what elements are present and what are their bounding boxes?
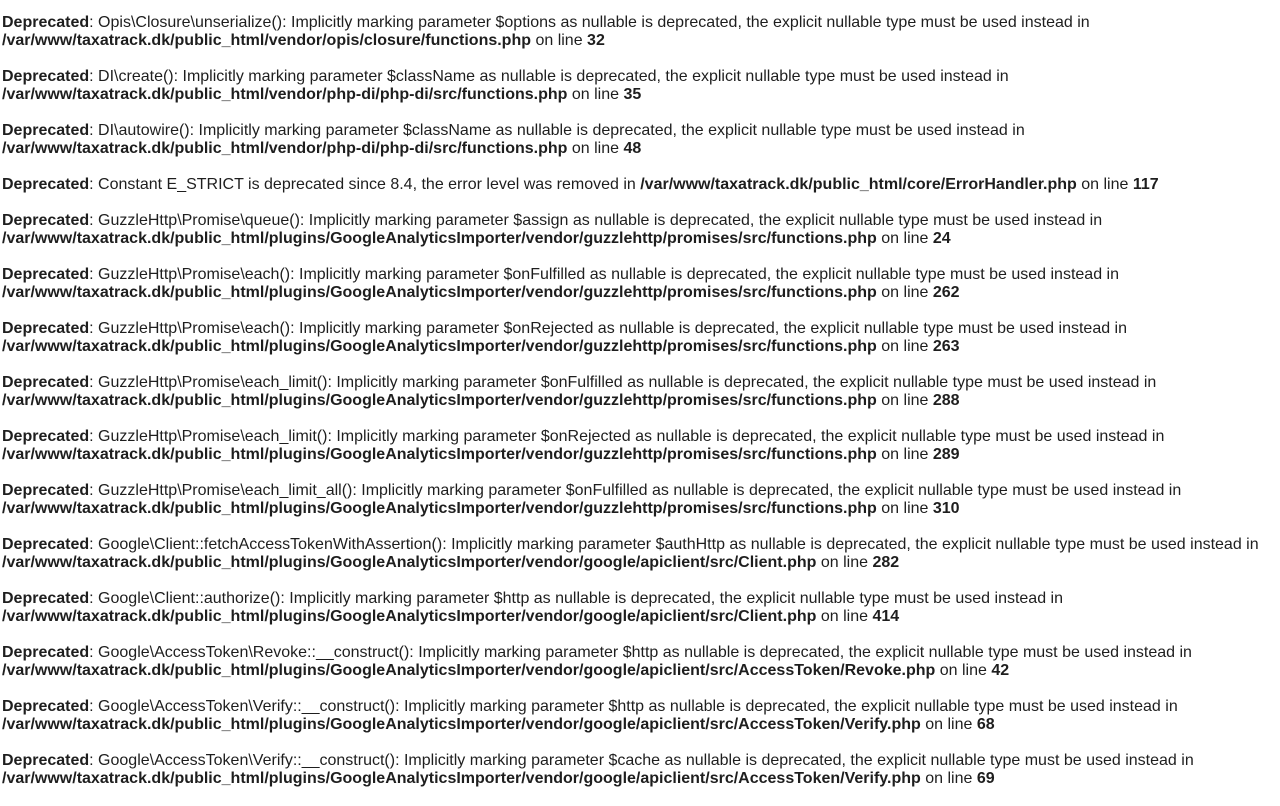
error-line-number: 282 bbox=[872, 554, 900, 571]
error-file-path: /var/www/taxatrack.dk/public_html/vendor/opis/closure/functions.php bbox=[2, 32, 531, 49]
error-on-line-text: on line bbox=[876, 284, 933, 301]
error-file-path: /var/www/taxatrack.dk/public_html/plugins/GoogleAnalyticsImporter/vendor/google/apiclient/src/Client.php bbox=[2, 554, 817, 571]
error-on-line-text: on line bbox=[876, 392, 933, 409]
error-entry bbox=[2, 374, 1278, 410]
error-line-number: 35 bbox=[623, 86, 642, 103]
error-entry bbox=[2, 428, 1278, 464]
error-on-line-text: on line bbox=[876, 338, 933, 355]
error-message-text: : Google\AccessToken\Revoke::__construct(): Implicitly marking parameter $http as nullable is deprecated, the explicit nullable type must be used instead in bbox=[89, 644, 1192, 661]
error-entry bbox=[2, 266, 1278, 302]
error-on-line-text: on line bbox=[876, 230, 933, 247]
error-entry bbox=[2, 176, 1278, 194]
error-line-number: 69 bbox=[976, 770, 995, 787]
error-message-text: : GuzzleHttp\Promise\queue(): Implicitly marking parameter $assign as nullable is deprecated, the explicit nullable type must be used instead in bbox=[89, 212, 1103, 229]
error-severity-label: Deprecated bbox=[2, 212, 90, 229]
error-severity-label: Deprecated bbox=[2, 68, 90, 85]
error-entry bbox=[2, 698, 1278, 734]
error-file-path: /var/www/taxatrack.dk/public_html/vendor/php-di/php-di/src/functions.php bbox=[2, 86, 568, 103]
error-severity-label: Deprecated bbox=[2, 266, 90, 283]
error-line-number: 289 bbox=[932, 446, 960, 463]
error-severity-label: Deprecated bbox=[2, 590, 90, 607]
error-severity-label: Deprecated bbox=[2, 482, 90, 499]
error-on-line-text: on line bbox=[920, 770, 977, 787]
error-entry bbox=[2, 212, 1278, 248]
error-file-path: /var/www/taxatrack.dk/public_html/plugins/GoogleAnalyticsImporter/vendor/google/apiclient/src/AccessToken/Verify.php bbox=[2, 716, 921, 733]
error-file-path: /var/www/taxatrack.dk/public_html/core/ErrorHandler.php bbox=[640, 176, 1077, 193]
error-message-text: : DI\create(): Implicitly marking parameter $className as nullable is deprecated, the explicit nullable type must be used instead in bbox=[89, 68, 1009, 85]
error-message-text: : Google\AccessToken\Verify::__construct(): Implicitly marking parameter $http as nullable is deprecated, the explicit nullable type must be used instead in bbox=[89, 698, 1178, 715]
error-message-text: : GuzzleHttp\Promise\each_limit(): Implicitly marking parameter $onFulfilled as nullable is deprecated, the explicit nullable type must be used instead in bbox=[89, 374, 1157, 391]
error-file-path: /var/www/taxatrack.dk/public_html/plugins/GoogleAnalyticsImporter/vendor/google/apiclient/src/AccessToken/Revoke.php bbox=[2, 662, 936, 679]
error-entry bbox=[2, 752, 1278, 788]
error-entry bbox=[2, 14, 1278, 50]
error-on-line-text: on line bbox=[816, 608, 873, 625]
error-file-path: /var/www/taxatrack.dk/public_html/plugins/GoogleAnalyticsImporter/vendor/guzzlehttp/promises/src/functions.php bbox=[2, 446, 877, 463]
error-line-number: 414 bbox=[872, 608, 900, 625]
error-message-text: : Google\AccessToken\Verify::__construct(): Implicitly marking parameter $cache as nullable is deprecated, the explicit nullable type must be used instead in bbox=[89, 752, 1194, 769]
error-on-line-text: on line bbox=[531, 32, 588, 49]
error-on-line-text: on line bbox=[567, 140, 624, 157]
error-severity-label: Deprecated bbox=[2, 536, 90, 553]
error-line-number: 117 bbox=[1132, 176, 1159, 193]
error-message-text: : Constant E_STRICT is deprecated since 8.4, the error level was removed in bbox=[89, 176, 641, 193]
error-entry bbox=[2, 644, 1278, 680]
error-message-text: : GuzzleHttp\Promise\each(): Implicitly marking parameter $onFulfilled as nullable is deprecated, the explicit nullable type must be used instead in bbox=[89, 266, 1119, 283]
error-line-number: 310 bbox=[932, 500, 960, 517]
error-file-path: /var/www/taxatrack.dk/public_html/plugins/GoogleAnalyticsImporter/vendor/guzzlehttp/promises/src/functions.php bbox=[2, 338, 877, 355]
error-severity-label: Deprecated bbox=[2, 320, 90, 337]
error-file-path: /var/www/taxatrack.dk/public_html/plugins/GoogleAnalyticsImporter/vendor/google/apiclient/src/Client.php bbox=[2, 608, 817, 625]
error-entry bbox=[2, 482, 1278, 518]
error-line-number: 48 bbox=[623, 140, 642, 157]
error-line-number: 68 bbox=[976, 716, 995, 733]
error-severity-label: Deprecated bbox=[2, 698, 90, 715]
error-file-path: /var/www/taxatrack.dk/public_html/plugins/GoogleAnalyticsImporter/vendor/guzzlehttp/promises/src/functions.php bbox=[2, 392, 877, 409]
error-entry bbox=[2, 68, 1278, 104]
error-message-text: : Google\Client::authorize(): Implicitly marking parameter $http as nullable is deprecated, the explicit nullable type must be used instead in bbox=[89, 590, 1063, 607]
error-message-text: : GuzzleHttp\Promise\each_limit(): Implicitly marking parameter $onRejected as nullable is deprecated, the explicit nullable type must be used instead in bbox=[89, 428, 1165, 445]
error-severity-label: Deprecated bbox=[2, 122, 90, 139]
error-line-number: 288 bbox=[932, 392, 960, 409]
error-on-line-text: on line bbox=[935, 662, 992, 679]
error-file-path: /var/www/taxatrack.dk/public_html/plugins/GoogleAnalyticsImporter/vendor/guzzlehttp/promises/src/functions.php bbox=[2, 500, 877, 517]
error-severity-label: Deprecated bbox=[2, 428, 90, 445]
error-on-line-text: on line bbox=[816, 554, 873, 571]
error-line-number: 263 bbox=[932, 338, 960, 355]
error-message-text: : GuzzleHttp\Promise\each_limit_all(): Implicitly marking parameter $onFulfilled as nullable is deprecated, the explicit nullable type must be used instead in bbox=[89, 482, 1182, 499]
error-on-line-text: on line bbox=[567, 86, 624, 103]
error-file-path: /var/www/taxatrack.dk/public_html/plugins/GoogleAnalyticsImporter/vendor/guzzlehttp/promises/src/functions.php bbox=[2, 230, 877, 247]
error-severity-label: Deprecated bbox=[2, 14, 90, 31]
error-severity-label: Deprecated bbox=[2, 374, 90, 391]
error-entry bbox=[2, 590, 1278, 626]
error-file-path: /var/www/taxatrack.dk/public_html/vendor/php-di/php-di/src/functions.php bbox=[2, 140, 568, 157]
error-line-number: 24 bbox=[932, 230, 951, 247]
error-message-text: : Opis\Closure\unserialize(): Implicitly marking parameter $options as nullable is deprecated, the explicit nullable type must be used instead in bbox=[89, 14, 1090, 31]
error-on-line-text: on line bbox=[876, 500, 933, 517]
error-entry bbox=[2, 320, 1278, 356]
error-message-text: : Google\Client::fetchAccessTokenWithAssertion(): Implicitly marking parameter $authHttp as nullable is deprecated, the explicit nullable type must be used instead in bbox=[89, 536, 1259, 553]
error-message-text: : GuzzleHttp\Promise\each(): Implicitly marking parameter $onRejected as nullable is deprecated, the explicit nullable type must be used instead in bbox=[89, 320, 1128, 337]
error-severity-label: Deprecated bbox=[2, 752, 90, 769]
error-entry bbox=[2, 536, 1278, 572]
error-line-number: 32 bbox=[587, 32, 605, 49]
error-on-line-text: on line bbox=[920, 716, 977, 733]
error-file-path: /var/www/taxatrack.dk/public_html/plugins/GoogleAnalyticsImporter/vendor/guzzlehttp/promises/src/functions.php bbox=[2, 284, 877, 301]
error-entry bbox=[2, 122, 1278, 158]
error-line-number: 42 bbox=[991, 662, 1010, 679]
error-on-line-text: on line bbox=[876, 446, 933, 463]
error-severity-label: Deprecated bbox=[2, 644, 90, 661]
error-line-number: 262 bbox=[932, 284, 960, 301]
error-on-line-text: on line bbox=[1076, 176, 1133, 193]
error-message-text: : DI\autowire(): Implicitly marking parameter $className as nullable is deprecated, the explicit nullable type must be used instead in bbox=[89, 122, 1025, 139]
error-file-path: /var/www/taxatrack.dk/public_html/plugins/GoogleAnalyticsImporter/vendor/google/apiclient/src/AccessToken/Verify.php bbox=[2, 770, 921, 787]
error-severity-label: Deprecated bbox=[2, 176, 90, 193]
